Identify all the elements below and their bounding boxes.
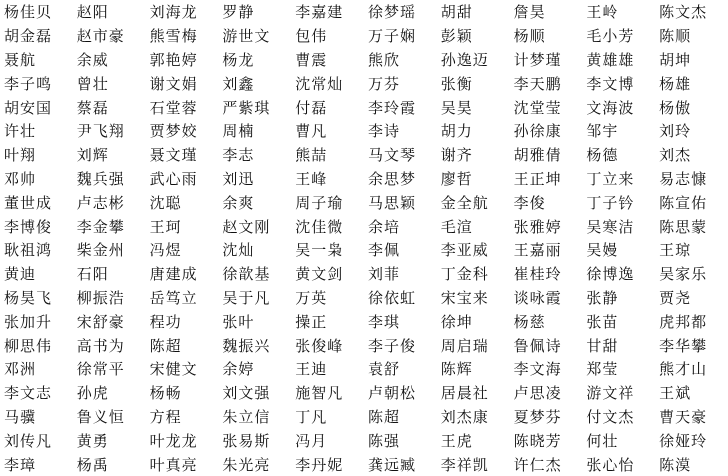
name-cell: 冯月 [295,431,328,450]
name-cell: 丁金科 [440,265,489,284]
name-cell: 杨佳贝 [4,3,53,22]
name-cell: 刘迅 [222,169,255,188]
name-cell: 石阳 [76,265,109,284]
name-cell: 杨昊飞 [4,288,53,307]
name-cell: 王斌 [659,384,692,403]
name-cell: 万子娴 [367,27,416,46]
name-cell: 李金攀 [76,217,125,236]
name-cell: 许仁杰 [513,455,562,474]
name-cell: 宋健文 [149,360,198,379]
name-cell: 李亚威 [440,241,489,260]
name-cell: 施智凡 [295,384,344,403]
name-cell: 刘菲 [367,265,400,284]
name-cell: 方程 [149,407,182,426]
name-cell: 毛小芳 [586,27,635,46]
name-cell: 胡金磊 [4,27,53,46]
name-cell: 李文海 [513,360,562,379]
name-cell: 徐歆基 [222,265,271,284]
name-cell: 熊才山 [659,360,708,379]
name-cell: 徐坤 [440,312,473,331]
name-cell: 熊欣 [367,50,400,69]
name-cell: 李文博 [586,74,635,93]
name-cell: 游文祥 [586,384,635,403]
name-cell: 余思梦 [367,169,416,188]
name-cell: 曹震 [295,50,328,69]
name-cell: 王嘉丽 [513,241,562,260]
name-cell: 吴昊 [440,98,473,117]
name-cell: 王正坤 [513,169,562,188]
name-cell: 谈咏霞 [513,288,562,307]
name-cell: 黄勇 [76,431,109,450]
name-cell: 黄雄雄 [586,50,635,69]
name-cell: 叶真亮 [149,455,198,474]
name-cell: 柳思伟 [4,336,53,355]
name-cell: 孙逸迈 [440,50,489,69]
name-cell: 黄文剑 [295,265,344,284]
name-cell: 徐梦瑶 [367,3,416,22]
name-cell: 曹天豪 [659,407,708,426]
name-cell: 杨禹 [76,455,109,474]
name-cell: 刘辉 [76,146,109,165]
name-cell: 王琼 [659,241,692,260]
name-cell: 王虎 [440,431,473,450]
name-cell: 刘传凡 [4,431,53,450]
name-cell: 谢齐 [440,146,473,165]
name-cell: 陈超 [367,407,400,426]
name-cell: 吴嫚 [586,241,619,260]
name-cell: 李俊 [513,193,546,212]
name-cell: 李华攀 [659,336,708,355]
name-cell: 付文杰 [586,407,635,426]
name-cell: 王峰 [295,169,328,188]
name-cell: 徐娅玲 [659,431,708,450]
name-cell: 万芬 [367,74,400,93]
name-cell: 卢思凌 [513,384,562,403]
name-cell: 陈漠 [659,455,692,474]
name-cell: 程功 [149,312,182,331]
name-cell: 柳振浩 [76,288,125,307]
name-cell: 游世文 [222,27,271,46]
name-cell: 余婷 [222,360,255,379]
name-cell: 马思颖 [367,193,416,212]
name-cell: 沈佳微 [295,217,344,236]
name-cell: 易志慷 [659,169,708,188]
name-cell: 李丹妮 [295,455,344,474]
name-cell: 甘甜 [586,336,619,355]
name-cell: 鲁佩诗 [513,336,562,355]
name-cell: 吴寒洁 [586,217,635,236]
name-cell: 张加升 [4,312,53,331]
name-cell: 赵市豪 [76,27,125,46]
name-cell: 杨傲 [659,98,692,117]
name-cell: 李嘉建 [295,3,344,22]
name-cell: 龚远臧 [367,455,416,474]
name-cell: 魏兵强 [76,169,125,188]
name-cell: 熊喆 [295,146,328,165]
name-cell: 杨顺 [513,27,546,46]
name-cell: 谢文娟 [149,74,198,93]
name-cell: 聂文瑾 [149,146,198,165]
name-cell: 胡甜 [440,3,473,22]
name-cell: 贾尧 [659,288,692,307]
name-cell: 杨龙 [222,50,255,69]
name-cell: 邓帅 [4,169,37,188]
name-cell: 沈灿 [222,241,255,260]
name-cell: 吴一枭 [295,241,344,260]
name-cell: 张苗 [586,312,619,331]
name-cell: 徐常平 [76,360,125,379]
name-cell: 杨慈 [513,312,546,331]
name-cell: 李诗 [367,122,400,141]
name-cell: 刘鑫 [222,74,255,93]
name-cell: 胡雅倩 [513,146,562,165]
name-cell: 徐依虹 [367,288,416,307]
name-cell: 熊雪梅 [149,27,198,46]
name-cell: 胡坤 [659,50,692,69]
name-cell: 何壮 [586,431,619,450]
name-cell: 张雅婷 [513,217,562,236]
name-cell: 吴于凡 [222,288,271,307]
name-cell: 沈常灿 [295,74,344,93]
name-cell: 李天鹏 [513,74,562,93]
name-cell: 魏振兴 [222,336,271,355]
name-cell: 刘杰康 [440,407,489,426]
name-cell: 邹宇 [586,122,619,141]
name-cell: 陈晓芳 [513,431,562,450]
name-cell: 郑莹 [586,360,619,379]
name-cell: 丁子钤 [586,193,635,212]
name-cell: 张易斯 [222,431,271,450]
name-cell: 徐博逸 [586,265,635,284]
name-cell: 高书为 [76,336,125,355]
name-cell: 李子鸣 [4,74,53,93]
name-cell: 贾梦姣 [149,122,198,141]
name-cell: 万英 [295,288,328,307]
name-cell: 胡安国 [4,98,53,117]
name-cell: 张俊峰 [295,336,344,355]
name-cell: 严紫琪 [222,98,271,117]
name-cell: 卢志彬 [76,193,125,212]
name-cell: 陈文杰 [659,3,708,22]
name-cell: 尹飞翔 [76,122,125,141]
name-cell: 曹凡 [295,122,328,141]
name-cell: 余培 [367,217,400,236]
name-cell: 赵阳 [76,3,109,22]
name-cell: 李祥凯 [440,455,489,474]
name-cell: 彭颖 [440,27,473,46]
name-cell: 曾壮 [76,74,109,93]
name-cell: 周楠 [222,122,255,141]
name-cell: 马文琴 [367,146,416,165]
name-cell: 柴金州 [76,241,125,260]
name-cell: 毛渲 [440,217,473,236]
name-cell: 许壮 [4,122,37,141]
name-cell: 操正 [295,312,328,331]
name-cell: 黄迪 [4,265,37,284]
name-cell: 吴家乐 [659,265,708,284]
name-cell: 陈宣佑 [659,193,708,212]
name-cell: 余威 [76,50,109,69]
name-cell: 李璋 [4,455,37,474]
name-cell: 唐建成 [149,265,198,284]
name-cell: 宋宝来 [440,288,489,307]
name-cell: 刘海龙 [149,3,198,22]
name-cell: 陈强 [367,431,400,450]
name-cell: 李佩 [367,241,400,260]
name-cell: 周子瑜 [295,193,344,212]
name-cell: 孙徐康 [513,122,562,141]
name-cell: 聂航 [4,50,37,69]
name-cell: 张静 [586,288,619,307]
name-cell: 夏梦芬 [513,407,562,426]
name-cell: 李志 [222,146,255,165]
name-cell: 朱立信 [222,407,271,426]
name-cell: 叶龙龙 [149,431,198,450]
name-cell: 郭艳婷 [149,50,198,69]
name-cell: 李文志 [4,384,53,403]
name-cell: 陈超 [149,336,182,355]
name-cell: 邓洲 [4,360,37,379]
name-cell: 王珂 [149,217,182,236]
name-cell: 王岭 [586,3,619,22]
name-cell: 丁立来 [586,169,635,188]
name-cell: 王迪 [295,360,328,379]
name-cell: 文海波 [586,98,635,117]
name-cell: 包伟 [295,27,328,46]
name-cell: 岳笃立 [149,288,198,307]
name-cell: 虎邦都 [659,312,708,331]
name-cell: 陈辉 [440,360,473,379]
name-cell: 蔡磊 [76,98,109,117]
name-cell: 杨德 [586,146,619,165]
name-cell: 马骥 [4,407,37,426]
name-cell: 沈聪 [149,193,182,212]
name-cell: 李玲霞 [367,98,416,117]
name-cell: 卢朝松 [367,384,416,403]
name-cell: 耿祖鸿 [4,241,53,260]
name-cell: 陈顺 [659,27,692,46]
name-cell: 胡力 [440,122,473,141]
name-cell: 董世成 [4,193,53,212]
name-cell: 居晨社 [440,384,489,403]
name-cell: 李子俊 [367,336,416,355]
name-cell: 詹昊 [513,3,546,22]
name-cell: 孙虎 [76,384,109,403]
name-cell: 周启瑞 [440,336,489,355]
name-cell: 赵文刚 [222,217,271,236]
name-cell: 刘文强 [222,384,271,403]
name-cell: 丁凡 [295,407,328,426]
name-cell: 刘杰 [659,146,692,165]
name-cell: 余爽 [222,193,255,212]
name-cell: 陈思蒙 [659,217,708,236]
name-cell: 武心雨 [149,169,198,188]
name-cell: 廖哲 [440,169,473,188]
name-cell: 杨畅 [149,384,182,403]
name-cell: 张心怡 [586,455,635,474]
name-cell: 罗静 [222,3,255,22]
name-cell: 袁舒 [367,360,400,379]
name-cell: 冯煜 [149,241,182,260]
name-cell: 李琪 [367,312,400,331]
name-cell: 张叶 [222,312,255,331]
name-cell: 叶翔 [4,146,37,165]
name-cell: 付磊 [295,98,328,117]
name-cell: 鲁义恒 [76,407,125,426]
name-cell: 朱光亮 [222,455,271,474]
name-cell: 宋舒豪 [76,312,125,331]
name-cell: 杨雄 [659,74,692,93]
name-cell: 崔桂玲 [513,265,562,284]
name-cell: 金全航 [440,193,489,212]
name-cell: 刘玲 [659,122,692,141]
name-cell: 计梦瑾 [513,50,562,69]
name-cell: 张衡 [440,74,473,93]
name-cell: 李博俊 [4,217,53,236]
name-cell: 石堂蓉 [149,98,198,117]
name-cell: 沈堂莹 [513,98,562,117]
